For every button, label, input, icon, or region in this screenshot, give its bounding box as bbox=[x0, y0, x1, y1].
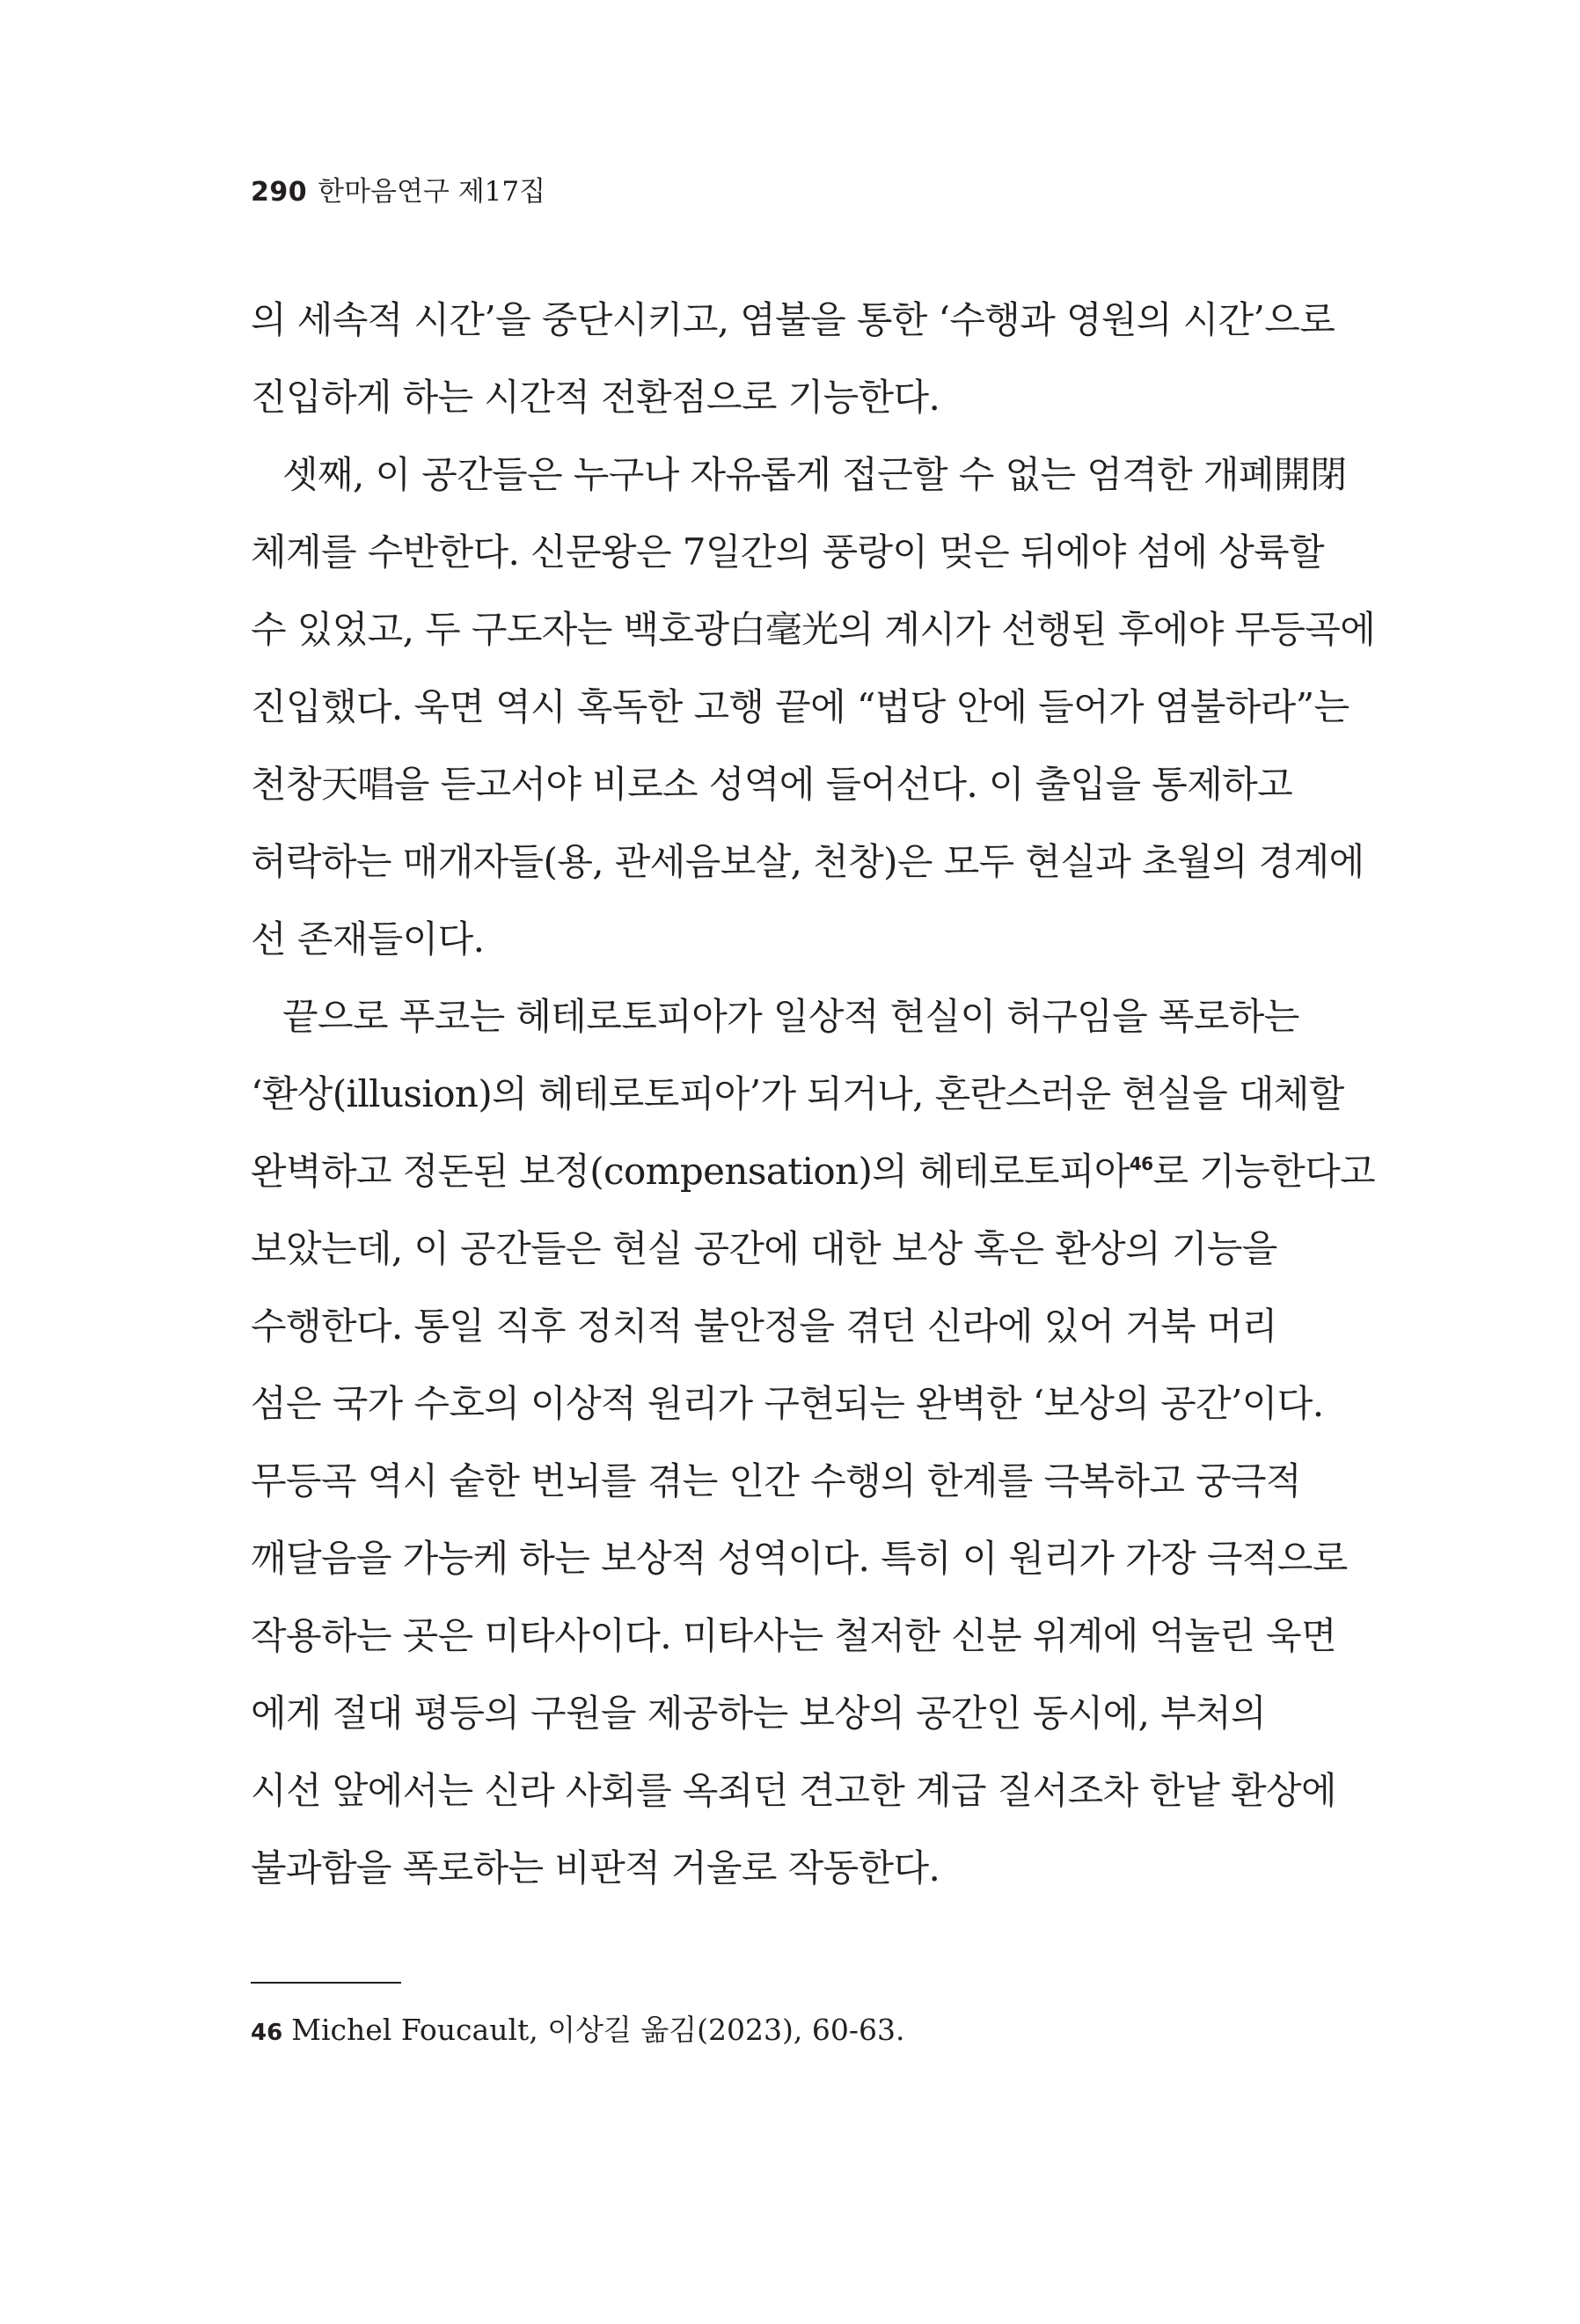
text-line: 작용하는 곳은 미타사이다. 미타사는 철저한 신분 위계에 억눌린 욱면 bbox=[251, 1614, 1336, 1657]
text-line: 불과함을 폭로하는 비판적 거울로 작동한다. bbox=[251, 1846, 940, 1889]
text-line: 시선 앞에서는 신라 사회를 옥죄던 견고한 계급 질서조차 한낱 환상에 bbox=[251, 1769, 1336, 1812]
text-line: 체계를 수반한다. 신문왕은 7일간의 풍랑이 멎은 뒤에야 섬에 상륙할 bbox=[251, 530, 1325, 574]
text-line: 끝으로 푸코는 헤테로토피아가 일상적 현실이 허구임을 폭로하는 bbox=[282, 995, 1299, 1038]
body-text bbox=[251, 281, 1376, 1907]
footnote bbox=[251, 2009, 904, 2054]
text-line: 에게 절대 평등의 구원을 제공하는 보상의 공간인 동시에, 부처의 bbox=[251, 1692, 1267, 1735]
footnote-reference[interactable]: 46 bbox=[1129, 1153, 1153, 1174]
text-line: 허락하는 매개자들(용, 관세음보살, 천창)은 모두 현실과 초월의 경계에 bbox=[251, 840, 1364, 883]
text-line: 선 존재들이다. bbox=[251, 917, 485, 961]
text-line-with-footnote bbox=[251, 1133, 1376, 1210]
text-line: 의 세속적 시간’을 중단시키고, 염불을 통한 ‘수행과 영원의 시간’으로 bbox=[251, 298, 1335, 341]
text-line: 진입하게 하는 시간적 전환점으로 기능한다. bbox=[251, 376, 940, 419]
footnote-number: 46 bbox=[251, 2020, 283, 2046]
text-line: 진입했다. 욱면 역시 혹독한 고행 끝에 “법당 안에 들어가 염불하라”는 bbox=[251, 685, 1350, 728]
page-number: 290 bbox=[251, 177, 308, 208]
text-line: 섬은 국가 수호의 이상적 원리가 구현되는 완벽한 ‘보상의 공간’이다. bbox=[251, 1382, 1324, 1425]
running-head bbox=[251, 172, 545, 212]
text-line: 천창天唱을 듣고서야 비로소 성역에 들어선다. 이 출입을 통제하고 bbox=[251, 763, 1293, 806]
text-line: 수 있었고, 두 구도자는 백호광白毫光의 계시가 선행된 후에야 무등곡에 bbox=[251, 608, 1376, 651]
text-line: 무등곡 역시 숱한 번뇌를 겪는 인간 수행의 한계를 극복하고 궁극적 bbox=[251, 1459, 1302, 1502]
text-line: ‘환상(illusion)의 헤테로토피아’가 되거나, 혼란스러운 현실을 대체할 bbox=[251, 1072, 1344, 1115]
footnote-divider bbox=[251, 1982, 401, 1984]
text-line: 깨달음을 가능케 하는 보상적 성역이다. 특히 이 원리가 가장 극적으로 bbox=[251, 1537, 1348, 1580]
journal-title: 한마음연구 제17집 bbox=[318, 176, 546, 208]
text-segment: 완벽하고 정돈된 보정(compensation)의 헤테로토피아 bbox=[251, 1150, 1130, 1193]
text-line: 수행한다. 통일 직후 정치적 불안정을 겪던 신라에 있어 거북 머리 bbox=[251, 1305, 1277, 1348]
text-line: 셋째, 이 공간들은 누구나 자유롭게 접근할 수 없는 엄격한 개폐開閉 bbox=[282, 453, 1347, 496]
footnote-text: Michel Foucault, 이상길 옮김(2023), 60-63. bbox=[291, 2013, 905, 2047]
text-segment: 로 기능한다고 bbox=[1152, 1150, 1376, 1193]
text-line: 보았는데, 이 공간들은 현실 공간에 대한 보상 혹은 환상의 기능을 bbox=[251, 1227, 1277, 1270]
